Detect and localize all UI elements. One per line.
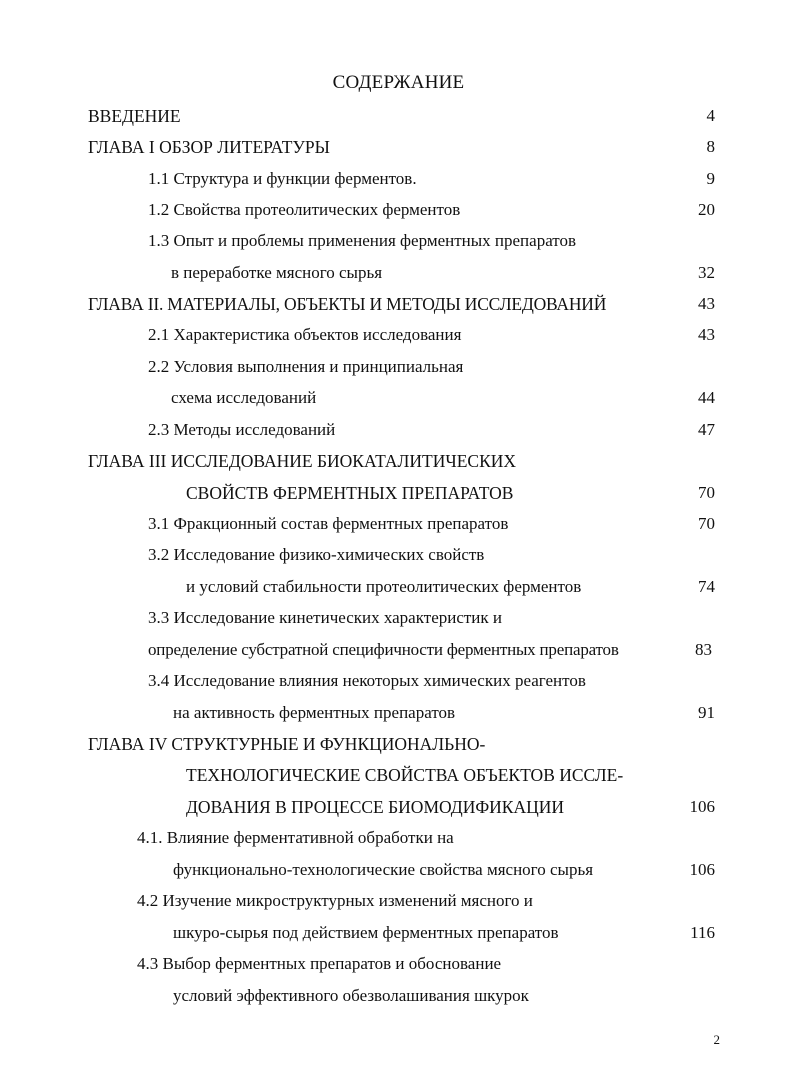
toc-entry-page: 70	[698, 514, 715, 533]
page-title: СОДЕРЖАНИЕ	[332, 72, 465, 93]
toc-entry-text: и условий стабильности протеолитических ферментов	[186, 577, 582, 596]
toc-entry-text: ГЛАВА I ОБЗОР ЛИТЕРАТУРЫ	[88, 137, 330, 157]
toc-entry	[0, 511, 797, 537]
toc-entry	[0, 762, 797, 788]
toc-entry-text: 3.3 Исследование кинетических характеристик и	[148, 608, 503, 627]
toc-entry	[0, 574, 797, 600]
toc-entry	[0, 668, 797, 694]
toc-entry	[0, 322, 797, 348]
toc-entry-text: 2.2 Условия выполнения и принципиальная	[148, 357, 464, 376]
toc-entry	[0, 197, 797, 223]
toc-entry-text: 1.1 Структура и функции ферментов.	[148, 169, 417, 188]
toc-entry-text: 1.3 Опыт и проблемы применения ферментных препаратов	[148, 231, 577, 250]
toc-entry-text: 2.3 Методы исследований	[148, 420, 336, 439]
toc-entry	[0, 448, 797, 474]
toc-entry-page: 116	[690, 923, 715, 942]
toc-entry-page: 106	[689, 797, 715, 816]
toc-entry-page: 43	[698, 325, 715, 344]
toc-entry-page: 44	[698, 388, 715, 407]
toc-entry	[0, 542, 797, 568]
toc-entry-text: 2.1 Характеристика объектов исследования	[148, 325, 462, 344]
toc-entry-page: 70	[698, 483, 715, 502]
toc-entry-page: 74	[698, 577, 715, 596]
toc-entry-text: схема исследований	[171, 388, 317, 407]
toc-entry-text: 4.1. Влияние ферментативной обработки на	[137, 828, 454, 847]
toc-entry-text: 3.2 Исследование физико-химических свойств	[148, 545, 485, 564]
toc-entry	[0, 260, 797, 286]
toc-entry-text: ГЛАВА IV СТРУКТУРНЫЕ И ФУНКЦИОНАЛЬНО-	[88, 734, 486, 754]
toc-entry	[0, 228, 797, 254]
toc-entry-text: на активность ферментных препаратов	[173, 703, 456, 722]
toc-entry-page: 47	[698, 420, 715, 439]
toc-entry-text: в переработке мясного сырья	[171, 263, 383, 282]
toc-entry-text: функционально-технологические свойства мясного сырья	[173, 860, 594, 879]
toc-entry-page: 4	[706, 106, 715, 125]
toc-entry-text: шкуро-сырья под действием ферментных препаратов	[173, 923, 559, 942]
toc-entry	[0, 888, 797, 914]
toc-entry-page: 8	[706, 137, 715, 156]
toc-entry-text: ДОВАНИЯ В ПРОЦЕССЕ БИОМОДИФИКАЦИИ	[186, 797, 565, 817]
toc-entry	[0, 700, 797, 726]
toc-entry-page: 83	[695, 640, 712, 659]
toc-entry-text: 3.4 Исследование влияния некоторых химических реагентов	[148, 671, 586, 690]
toc-entry-text: определение субстратной специфичности ферментных препаратов	[148, 640, 619, 659]
toc-entry	[0, 354, 797, 380]
toc-entry-text: ВВЕДЕНИЕ	[88, 106, 181, 126]
toc-entry	[0, 166, 797, 192]
toc-entry-text: 3.1 Фракционный состав ферментных препаратов	[148, 514, 509, 533]
toc-entry-text: условий эффективного обезволашивания шкурок	[173, 986, 529, 1005]
toc-entry	[0, 637, 797, 663]
toc-entry	[0, 605, 797, 631]
toc-entry	[0, 983, 797, 1009]
toc-entry	[0, 794, 797, 820]
toc-entry	[0, 857, 797, 883]
toc-entry	[0, 385, 797, 411]
toc-entry-page: 43	[698, 294, 715, 313]
toc-entry	[0, 920, 797, 946]
toc-entry-page: 32	[698, 263, 715, 282]
toc-entry	[0, 103, 797, 129]
toc-entry-text: СВОЙСТВ ФЕРМЕНТНЫХ ПРЕПАРАТОВ	[186, 483, 514, 503]
toc-entry-page: 106	[689, 860, 715, 879]
toc-entry	[0, 480, 797, 506]
toc-entry-text: 4.2 Изучение микроструктурных изменений мясного и	[137, 891, 533, 910]
page-number: 2	[713, 1032, 720, 1047]
toc-entry-text: 1.2 Свойства протеолитических ферментов	[148, 200, 461, 219]
toc-entry-page: 9	[706, 169, 715, 188]
toc-entry-text: 4.3 Выбор ферментных препаратов и обоснование	[137, 954, 502, 973]
toc-entry-page: 91	[698, 703, 715, 722]
toc-entry-text: ТЕХНОЛОГИЧЕСКИЕ СВОЙСТВА ОБЪЕКТОВ ИССЛЕ-	[186, 765, 624, 785]
toc-entry-text: ГЛАВА III ИССЛЕДОВАНИЕ БИОКАТАЛИТИЧЕСКИХ	[88, 451, 517, 471]
toc-entry	[0, 731, 797, 757]
toc-entry	[0, 291, 797, 317]
toc-entry-text: ГЛАВА II. МАТЕРИАЛЫ, ОБЪЕКТЫ И МЕТОДЫ ИССЛЕДОВАНИЙ	[88, 294, 607, 314]
toc-entry	[0, 417, 797, 443]
toc-entry	[0, 134, 797, 160]
toc-entry	[0, 951, 797, 977]
toc-entry	[0, 825, 797, 851]
toc-entry-page: 20	[698, 200, 715, 219]
